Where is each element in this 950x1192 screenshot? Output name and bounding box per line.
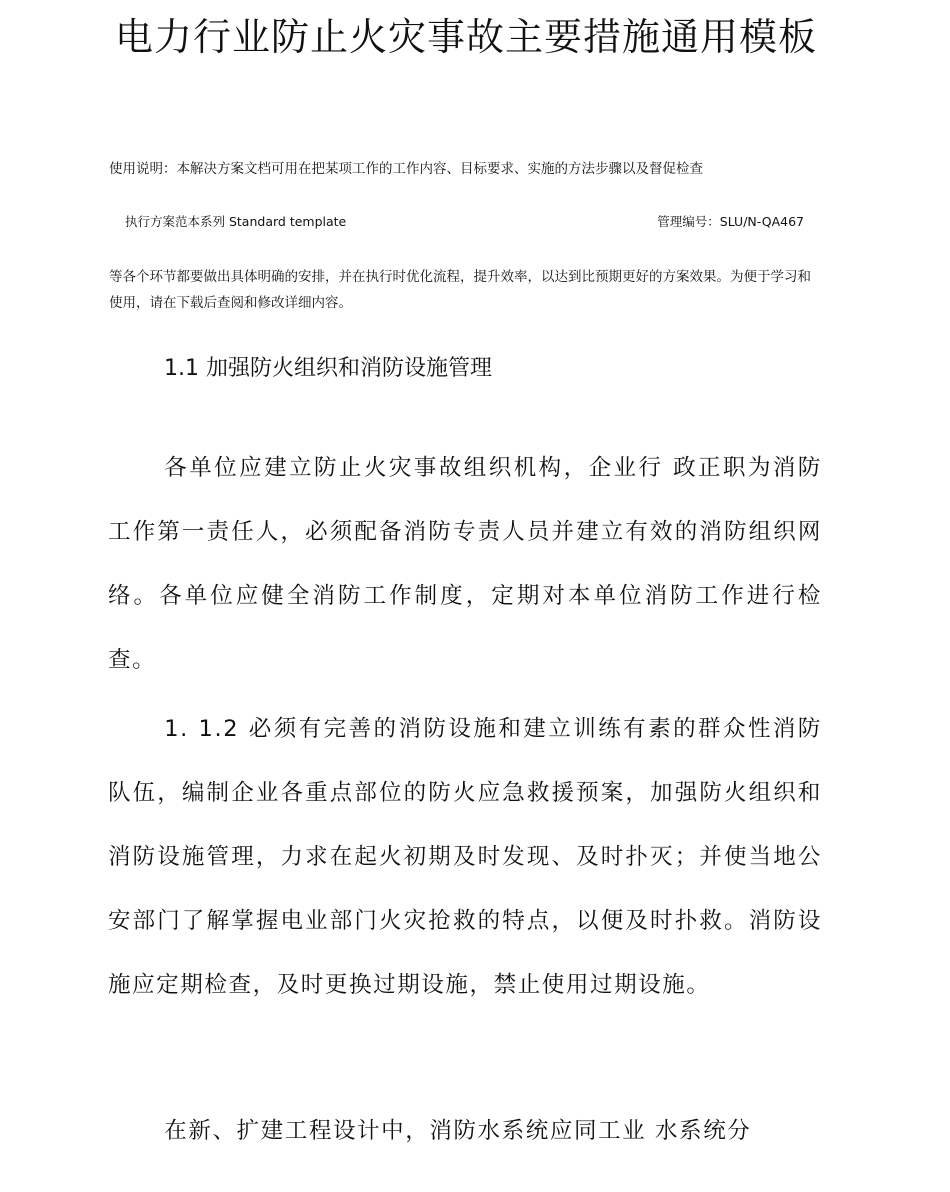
body-paragraph: 1. 1.2 必须有完善的消防设施和建立训练有素的群众性消防队伍，编制企业各重点部位的防火应急救援预案，加强防火组织和消防设施管理，力求在起火初期及时发现、及时扑灭；并使当地公安部门了解掌握电业部门火灾抢救的特点，以便及时扑救。消防设施应定期检查，及时更换过期设施，禁止使用过期设施。 (108, 716, 822, 998)
body-paragraph: 在新、扩建工程设计中，消防水系统应同工业 水系统分 (164, 1118, 752, 1144)
section-heading: 1.1 加强防火组织和消防设施管理 (164, 356, 492, 381)
series-label: 执行方案范本系列 Standard template (125, 214, 347, 229)
document-code: 管理编号：SLU/N-QA467 (657, 214, 804, 229)
usage-note: 使用说明：本解决方案文档可用在把某项工作的工作内容、目标要求、实施的方法步骤以及督促检查 (109, 161, 703, 177)
body-paragraph: 各单位应建立防止火灾事故组织机构，企业行 政正职为消防工作第一责任人，必须配备消防专责人员并建立有效的消防组织网络。各单位应健全消防工作制度，定期对本单位消防工作进行检查。 (108, 455, 822, 673)
usage-note-continued: 等各个环节都要做出具体明确的安排，并在执行时优化流程，提升效率，以达到比预期更好的方案效果。为便于学习和使用，请在下载后查阅和修改详细内容。 (109, 269, 811, 311)
document-title: 电力行业防止火灾事故主要措施通用模板 (114, 15, 817, 59)
